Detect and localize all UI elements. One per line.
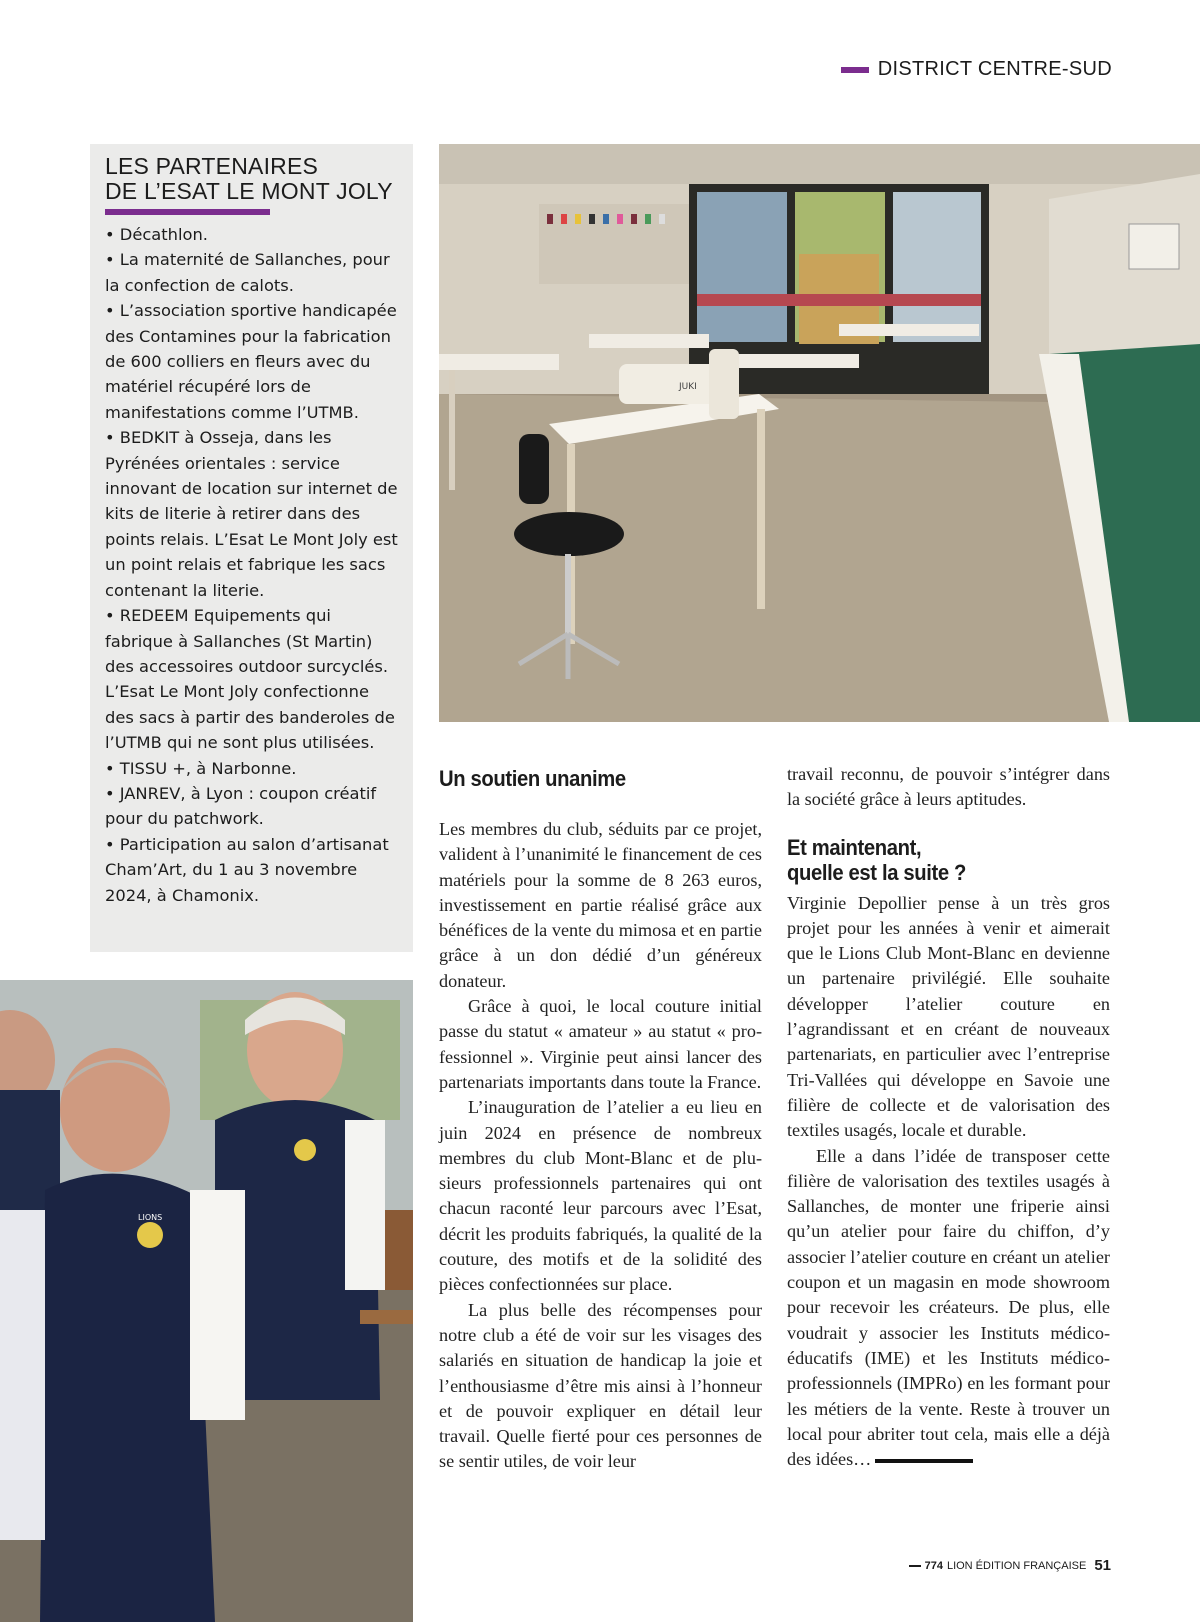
sewing-workshop-photo	[439, 144, 1200, 722]
workshop-illustration	[439, 144, 1200, 722]
sidebar-title-line-1: LES PARTENAIRES	[105, 153, 319, 179]
list-item: • BEDKIT à Osseja, dans les Pyrénées orientales : service innovant de location sur internet de kits de literie à retirer dans des points relais. L’Esat Le Mont Joly est un point relais et fabrique les sacs contenant la literie.	[105, 428, 398, 600]
list-item: • TISSU +, à Narbonne.	[105, 758, 297, 778]
members-illustration	[0, 980, 413, 1622]
list-item: • Décathlon.	[105, 225, 208, 244]
list-item: • REDEEM Equipements qui fabrique à Sallanches (St Martin) des accessoires outdoor surcyclés. L’Esat Le Mont Joly confectionne des sacs à partir des banderoles de l’UTMB qui ne sont plus utilisées.	[105, 606, 395, 753]
list-item: • Participation au salon d’artisanat Cham’Art, du 1 au 3 novembre 2024, à Chamonix.	[105, 834, 389, 905]
paragraph: Grâce à quoi, le local couture initial passe du statut « amateur » au statut « professionnel ». Virginie peut ainsi lancer des partenariats importants dans toute la France.	[439, 996, 762, 1092]
paragraph: L’inauguration de l’atelier a eu lieu en juin 2024 en présence de nombreux membres du club Mont-Blanc et de plusieurs professionnels partenaires qui ont chacun raconté leur parcours avec l’Esat, décrit les produits fabriqués, la qualité de la couture, des motifs et de la solidité des pièces confectionnées sur place.	[439, 1097, 762, 1295]
paragraph: Les membres du club, séduits par ce projet, valident à l’unanimité le financement de ces matériels pour la somme de 8 263 euros, investissement en partie réalisé grâce aux bénéfices de la vente du mimosa et en partie grâce à un don dédié d’un généreux donateur.	[439, 819, 762, 991]
partners-list	[105, 222, 399, 908]
paragraph	[787, 1144, 1110, 1473]
page-footer	[909, 1557, 1111, 1574]
issue-number: 774	[924, 1559, 943, 1572]
sidebar-accent-rule	[105, 209, 270, 215]
section1-continued	[787, 762, 1110, 813]
section-accent-bar	[841, 67, 869, 73]
article-column-right	[787, 766, 1110, 1472]
machine-brand-label: JUKI	[679, 382, 697, 392]
magazine-name: LION ÉDITION FRANÇAISE	[946, 1559, 1087, 1572]
heading-line-2: quelle est la suite ?	[787, 859, 966, 885]
partners-sidebar	[90, 144, 413, 952]
list-item: • La maternité de Sallanches, pour la confection de calots.	[105, 250, 390, 295]
footer-dash	[909, 1565, 921, 1567]
heading-et-maintenant	[787, 835, 1084, 885]
heading-un-soutien-unanime: Un soutien unanime	[439, 766, 626, 791]
list-item: • L’association sportive handicapée des Contamines pour la fabrication de 600 colliers en fleurs avec du matériel récupéré lors de manifestations comme l’UTMB.	[105, 301, 397, 422]
list-item: • JANREV, à Lyon : coupon créatif pour du patchwork.	[105, 783, 377, 829]
paragraph-text: Elle a dans l’idée de transposer cette filière de valorisation des textiles usagés à Sallanches, de monter une friperie ainsi qu’un atelier pour faire du chiffon, d’y associer l’atelier couture en créant un atelier coupon et un magasin en mode showroom pour recevoir les créateurs. De plus, elle voudrait y associer les Instituts médico-éducatifs (IME) et les Instituts médico-professionnels (IMPRo) en les formant pour les métiers de la vente. Reste à trouver un local pour abriter tout cela, mais elle a déjà des idées…	[787, 1145, 1110, 1470]
section1-body	[439, 817, 762, 1475]
section2-body	[787, 891, 1110, 1473]
sidebar-title-line-2: DE L’ESAT LE MONT JOLY	[105, 178, 393, 204]
sidebar-title	[105, 154, 399, 204]
paragraph: La plus belle des récompenses pour notre club a été de voir sur les visages des salariés en situation de handicap la joie et l’enthousiasme d’être mis ainsi à l’honneur et de pouvoir expliquer en détail leur travail. Quelle fierté pour ces personnes de se sentir utiles, de voir leur	[439, 1299, 762, 1472]
page-number: 51	[1094, 1557, 1111, 1574]
article-column-left	[439, 766, 762, 1475]
paragraph: Virginie Depollier pense à un très gros projet pour les années à venir et aimerait que le Lions Club Mont-Blanc en devienne un partenaire privilégié. Elle souhaite développer l’atelier couture en l’agrandissant et en créant de nouveaux partenariats, en particulier avec l’entreprise Tri-Vallées qui développe en Savoie une filière de collecte et de valorisation des textiles usagés, locale et durable.	[787, 892, 1110, 1141]
heading-line-1: Et maintenant,	[787, 834, 922, 860]
section-header	[841, 58, 1112, 81]
paragraph-continued: travail reconnu, de pouvoir s’intégrer dans la société grâce à leurs aptitudes.	[787, 764, 1110, 810]
section-title: DISTRICT CENTRE-SUD	[877, 58, 1112, 80]
vest-logo-text: LIONS	[138, 1213, 163, 1222]
lions-members-photo	[0, 980, 413, 1622]
end-of-article-rule	[875, 1459, 973, 1463]
